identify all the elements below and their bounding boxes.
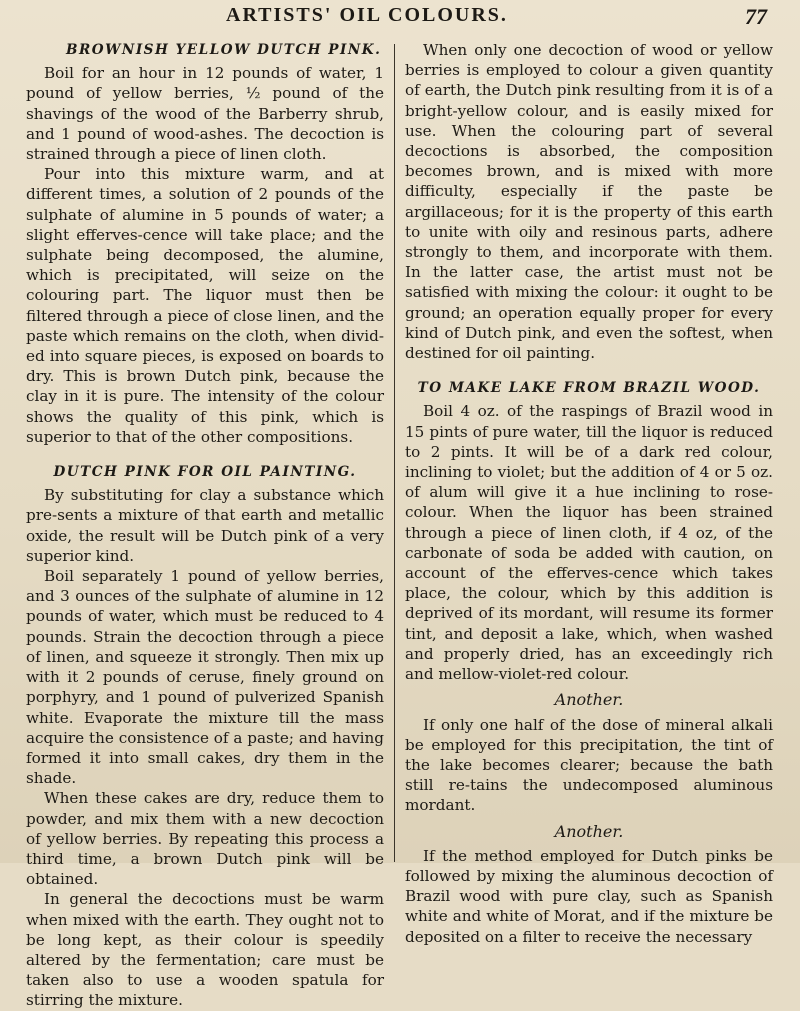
left-column — [26, 40, 384, 1011]
section-heading-lake-from-brazil-wood: TO MAKE LAKE FROM BRAZIL WOOD. — [417, 380, 761, 397]
subheading-another: Another. — [554, 690, 624, 710]
paragraph: Boil 4 oz. of the raspings of Brazil wood in 15 pints of pure water, till the liquor is reduced to 2 pints. It will be of a dark red colour, inclining to violet; but the addition of 4 or 5 oz. of alum will give it a hue inclining to rose-colour. When the liquor has been strained through a piece of linen cloth, if 4 oz, of the carbonate of soda be added with caution, on account of the efferves-cence which takes place, the colour, which by this addition is deprived of its mordant, will resume its former tint, and deposit a lake, which, when washed and properly dried, has an exceedingly rich and mellow-violet-red colour. — [405, 402, 773, 684]
paragraph: Pour into this mixture warm, and at different times, a solution of 2 pounds of the sulphate of alumine in 5 pounds of water; a slight efferves-cence will take place; and the sulphate being decomposed, the alumine, which is precipitated, will seize on the colouring part. The liquor must then be filtered through a piece of close linen, and the paste which remains on the cloth, when divid-ed into square pieces, is exposed on boards to dry. This is brown Dutch pink, because the clay in it is pure. The intensity of the colour shows the quality of this pink, which is superior to that of the other compositions. — [26, 165, 384, 446]
paragraph: If only one half of the dose of mineral alkali be employed for this precipitation, the tint of the lake becomes clearer; because the bath still re-tains the undecomposed aluminous mordant. — [405, 715, 773, 815]
paragraph: Boil for an hour in 12 pounds of water, 1 pound of yellow berries, ½ pound of the shavings of the wood of the Barberry shrub, and 1 pound of wood-ashes. The decoction is strained through a piece of linen cloth. — [26, 64, 384, 164]
paragraph: In general the decoctions must be warm when mixed with the earth. They ought not to be long kept, as their colour is speedily altered by the fermentation; care must be taken also to use a wooden spatula for stirring the mixture. — [26, 890, 384, 1010]
paragraph: By substituting for clay a substance which pre-sents a mixture of that earth and metallic oxide, the result will be Dutch pink of a very superior kind. — [26, 486, 384, 565]
paragraph: When only one decoction of wood or yellow berries is employed to colour a given quantity of earth, the Dutch pink resulting from it is of a bright-yellow colour, and is easily mixed for use. When the colouring part of several decoctions is absorbed, the composition becomes brown, and is mixed with more difficulty, especially if the paste be argillaceous; for it is the property of this earth to unite with oily and resinous parts, adhere strongly to them, and incorporate with them. In the latter case, the artist must not be satisfied with mixing the colour: it ought to be ground; an operation equally proper for every kind of Dutch pink, and even the softest, when destined for oil painting. — [405, 41, 773, 363]
running-head — [0, 4, 800, 34]
column-divider — [394, 44, 395, 862]
section-heading-dutch-pink-oil-painting: DUTCH PINK FOR OIL PAINTING. — [53, 464, 357, 481]
paragraph: When these cakes are dry, reduce them to powder, and mix them with a new decoction of yellow berries. By repeating this process a third time, a brown Dutch pink will be obtained. — [26, 789, 384, 889]
running-head-title: ARTISTS' OIL COLOURS. — [226, 4, 508, 26]
page-number: 77 — [745, 4, 767, 29]
subheading-another: Another. — [554, 821, 624, 841]
paragraph: If the method employed for Dutch pinks be followed by mixing the aluminous decoction of Brazil wood with pure clay, such as Spanish white and white of Morat, and if the mixture be deposited on a filter to receive the necessary — [405, 846, 773, 946]
right-column — [405, 40, 773, 947]
paragraph: Boil separately 1 pound of yellow berries, and 3 ounces of the sulphate of alumine in 12 pounds of water, which must be reduced to 4 pounds. Strain the decoction through a piece of linen, and squeeze it strongly. Then mix up with it 2 pounds of ceruse, finely ground on porphyry, and 1 pound of pulverized Spanish white. Evaporate the mixture till the mass acquire the consistence of a paste; and having formed it into small cakes, dry them in the shade. — [26, 567, 385, 788]
section-heading-brownish-yellow-dutch-pink: BROWNISH YELLOW DUTCH PINK. — [66, 42, 382, 58]
